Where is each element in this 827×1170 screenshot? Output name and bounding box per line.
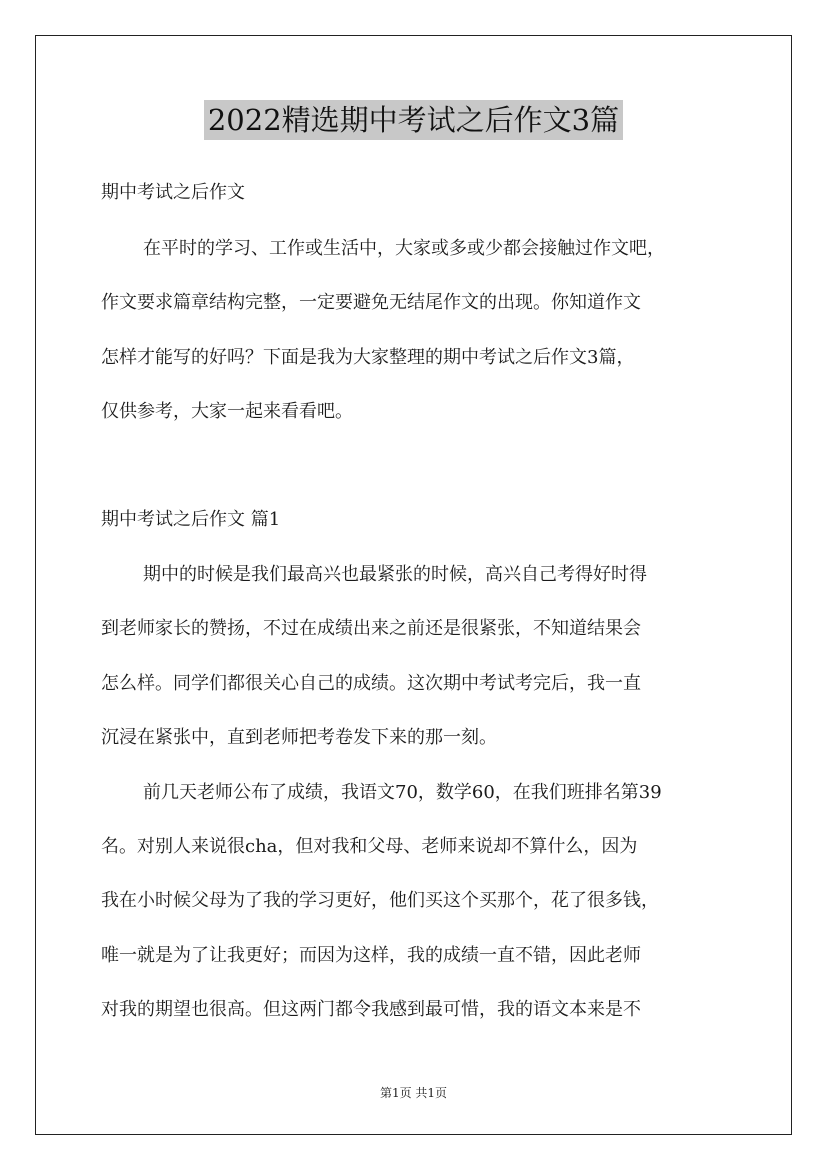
paragraph-line: 作文要求篇章结构完整，一定要避免无结尾作文的出现。你知道作文 (101, 292, 641, 313)
document-title: 2022精选期中考试之后作文3篇 (204, 100, 623, 140)
paragraph-line: 前几天老师公布了成绩，我语文70，数学60，在我们班排名第39 (143, 782, 662, 803)
paragraph-line: 在平时的学习、工作或生活中，大家或多或少都会接触过作文吧， (143, 238, 665, 259)
paragraph-line: 沉浸在紧张中，直到老师把考卷发下来的那一刻。 (101, 727, 497, 748)
section-heading: 期中考试之后作文 (101, 182, 245, 203)
document-title-container (0, 100, 827, 140)
paragraph-line: 对我的期望也很高。但这两门都令我感到最可惜，我的语文本来是不 (101, 999, 641, 1020)
paragraph-line: 期中的时候是我们最高兴也最紧张的时候，高兴自己考得好时得 (143, 564, 647, 585)
section-heading: 期中考试之后作文 篇1 (101, 509, 281, 530)
paragraph-line: 到老师家长的赞扬，不过在成绩出来之前还是很紧张，不知道结果会 (101, 618, 641, 639)
paragraph-line: 怎么样。同学们都很关心自己的成绩。这次期中考试考完后，我一直 (101, 673, 641, 694)
paragraph-line: 仅供参考，大家一起来看看吧。 (101, 401, 353, 422)
paragraph-line: 名。对别人来说很cha，但对我和父母、老师来说却不算什么，因为 (101, 836, 638, 857)
page-footer: 第1页 共1页 (379, 1086, 448, 1100)
paragraph-line: 唯一就是为了让我更好；而因为这样，我的成绩一直不错，因此老师 (101, 945, 641, 966)
paragraph-line: 怎样才能写的好吗？下面是我为大家整理的期中考试之后作文3篇， (101, 347, 635, 368)
paragraph-line: 我在小时候父母为了我的学习更好，他们买这个买那个，花了很多钱， (101, 890, 659, 911)
